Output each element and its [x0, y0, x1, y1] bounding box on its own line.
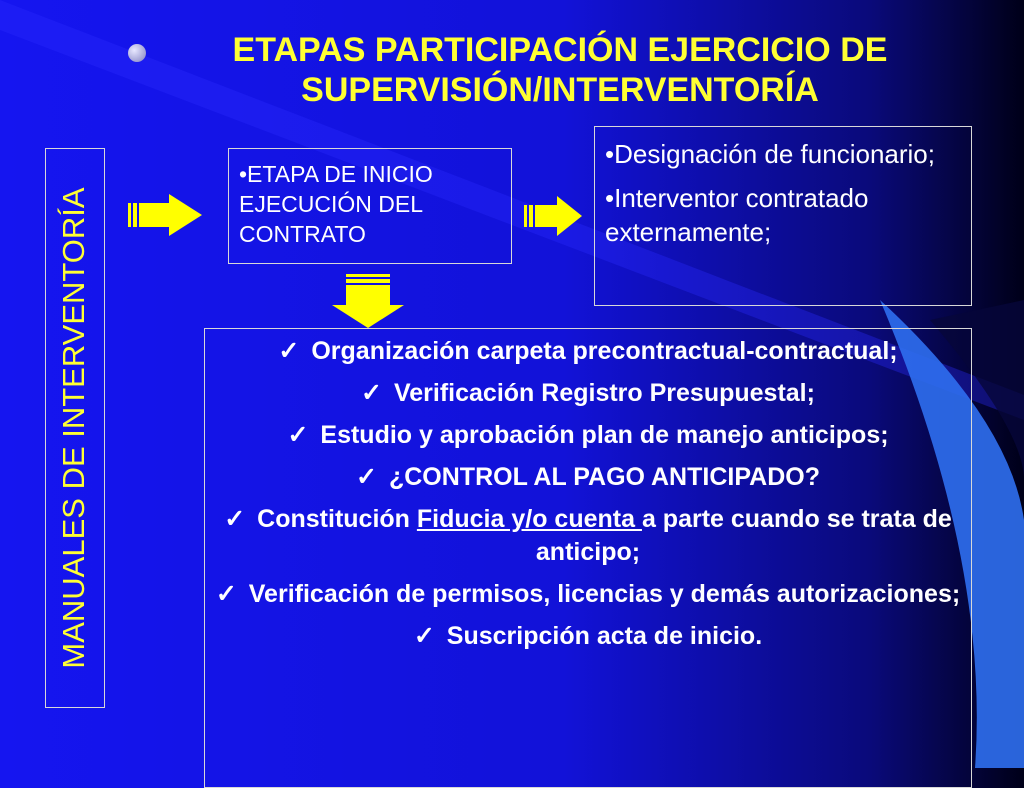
- stage-line-2: EJECUCIÓN DEL: [239, 191, 424, 217]
- responsibles-box: [594, 126, 972, 306]
- check-icon: ✓: [413, 622, 435, 650]
- step-text: Estudio y aprobación plan de manejo anticipos;: [320, 421, 889, 449]
- stage-line-1: •ETAPA DE INICIO: [239, 161, 433, 187]
- check-icon: ✓: [361, 379, 382, 407]
- step-text: Verificación de permisos, licencias y demás autorizaciones;: [248, 580, 961, 608]
- step-item: [213, 377, 963, 410]
- step-item: [213, 503, 963, 569]
- step-item: [213, 578, 963, 611]
- slide-title: [120, 30, 1000, 110]
- step-text: ¿CONTROL AL PAGO ANTICIPADO?: [388, 463, 820, 491]
- check-icon: ✓: [356, 463, 377, 491]
- step-underlined-text: Fiducia y/o cuenta: [416, 505, 642, 533]
- step-text: Constitución: [257, 505, 417, 533]
- step-text: a parte cuando se trata de anticipo;: [535, 505, 952, 566]
- right-arrow-icon: [524, 196, 582, 236]
- title-line-2: SUPERVISIÓN/INTERVENTORÍA: [301, 71, 819, 109]
- check-icon: ✓: [224, 505, 246, 533]
- step-text: Organización carpeta precontractual-contractual;: [311, 337, 898, 365]
- step-text: Verificación Registro Presupuestal;: [393, 379, 815, 407]
- responsible-item: •Interventor contratado externamente;: [605, 183, 869, 247]
- check-icon: ✓: [278, 337, 300, 365]
- title-line-1: ETAPAS PARTICIPACIÓN EJERCICIO DE: [232, 31, 888, 69]
- check-icon: ✓: [215, 580, 237, 608]
- step-item: [213, 461, 963, 494]
- responsible-item: •Designación de funcionario;: [605, 139, 935, 169]
- step-item: [213, 335, 963, 368]
- stage-box: [228, 148, 512, 264]
- right-arrow-icon: [128, 194, 202, 236]
- check-icon: ✓: [287, 421, 309, 449]
- step-item: [213, 419, 963, 452]
- steps-box: [204, 328, 972, 788]
- step-item: [213, 620, 963, 653]
- step-text: Suscripción acta de inicio.: [446, 622, 763, 650]
- down-arrow-icon: [332, 274, 404, 328]
- stage-line-3: CONTRATO: [239, 221, 366, 247]
- side-label: MANUALES DE INTERVENTORÍA: [56, 187, 91, 669]
